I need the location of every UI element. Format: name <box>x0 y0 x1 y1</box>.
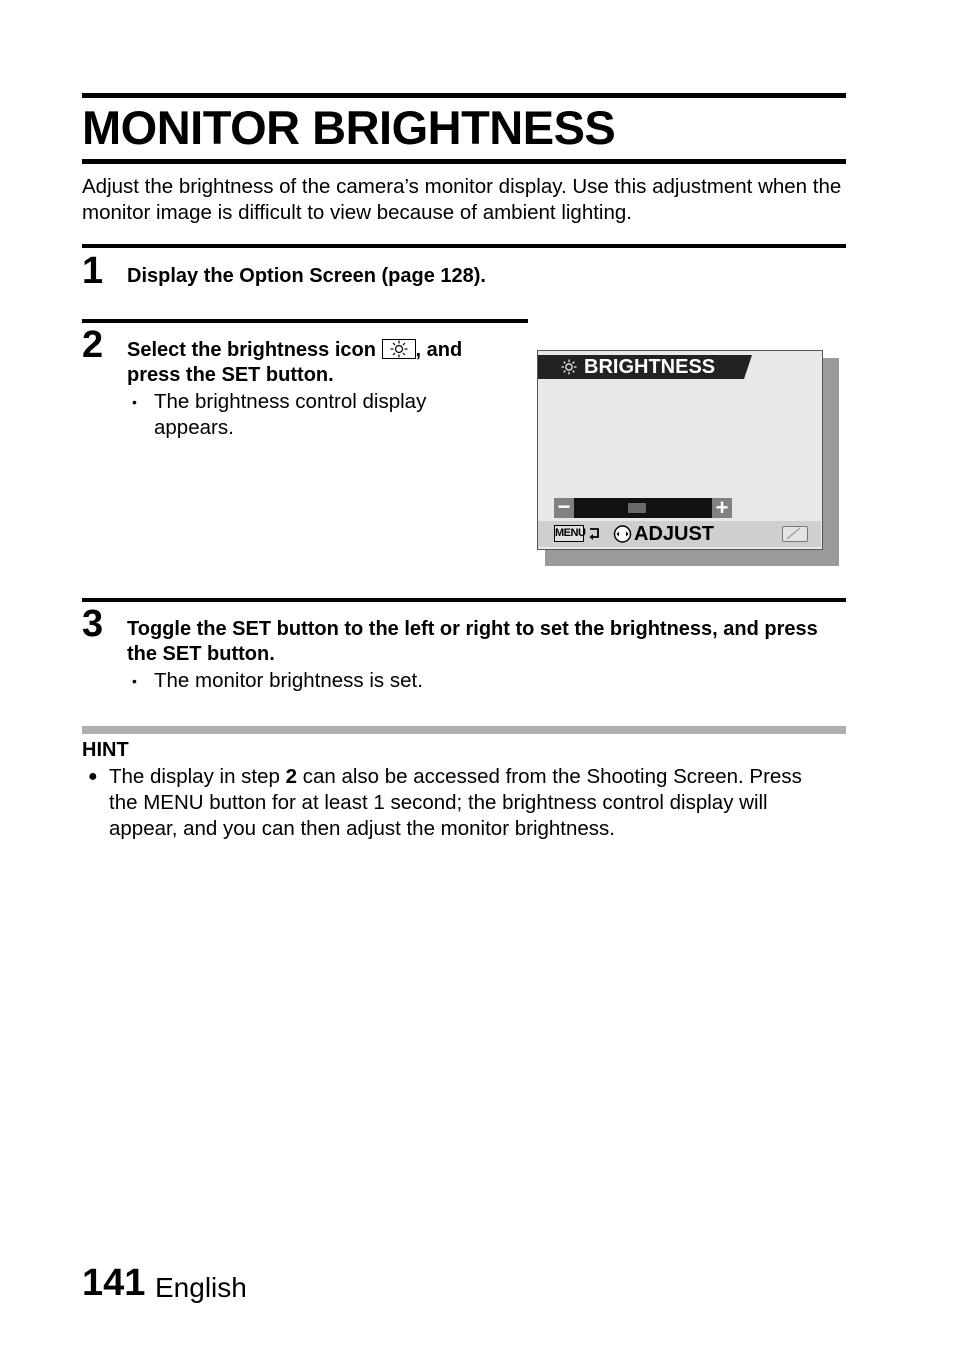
return-arrow-icon <box>586 526 602 542</box>
brightness-slider[interactable] <box>554 494 732 520</box>
hint-text <box>109 764 829 842</box>
step-2-text <box>127 338 517 388</box>
hint-text-after: can also be accessed from the Shooting Screen. Press the MENU button for at least 1 second; the brightness control display will appear, and you can then adjust the monitor brightness. <box>109 765 802 840</box>
slider-knob[interactable] <box>628 503 646 513</box>
sun-icon <box>561 359 577 375</box>
brightness-header-text: BRIGHTNESS <box>584 356 716 378</box>
step-2-text-before: Select the brightness icon <box>127 339 376 361</box>
step-1-number: 1 <box>82 250 104 292</box>
hint-text-before: The display in step <box>109 765 286 788</box>
brightness-header <box>538 355 744 379</box>
header-tip <box>744 355 752 379</box>
hint-bar <box>82 726 846 734</box>
step-1-text: Display the Option Screen (page 128). <box>127 265 486 287</box>
slider-plus[interactable]: + <box>712 498 732 518</box>
step-3-number: 3 <box>82 603 104 645</box>
step-1-rule <box>82 244 846 248</box>
step-2-rule <box>82 319 528 323</box>
step-2-text-after: , and press the SET button. <box>127 339 463 386</box>
title-rule-bottom <box>82 159 846 164</box>
step-2-bullet-text: The brightness control display appears. <box>154 390 427 439</box>
step-3-bullet-text: The monitor brightness is set. <box>154 669 423 692</box>
bullet-dot: • <box>132 394 137 410</box>
adjust-label: ADJUST <box>634 523 715 545</box>
page-number: 141 <box>82 1262 146 1304</box>
battery-icon <box>782 526 808 542</box>
brightness-inline-icon <box>382 339 416 359</box>
step-2-bullet <box>132 389 484 441</box>
title-rule-top <box>82 93 846 98</box>
camera-screen <box>537 350 823 550</box>
hint-heading: HINT <box>82 739 129 761</box>
page-title: MONITOR BRIGHTNESS <box>82 101 616 154</box>
set-dial-icon <box>613 525 632 543</box>
menu-key-icon: MENU <box>554 525 584 542</box>
screen-bottom-bar <box>538 521 821 547</box>
hint-bullet-dot: ● <box>88 768 98 785</box>
hint-step-ref: 2 <box>285 765 298 788</box>
bullet-dot: • <box>132 673 137 689</box>
slider-minus[interactable]: − <box>554 498 574 518</box>
step-3-rule <box>82 598 846 602</box>
step-3-bullet <box>132 668 754 694</box>
language-label: English <box>155 1272 247 1303</box>
intro-paragraph: Adjust the brightness of the camera’s monitor display. Use this adjustment when the monitor image is difficult to view because of ambient lighting. <box>82 175 842 224</box>
step-2-number: 2 <box>82 324 104 366</box>
step-3-text: Toggle the SET button to the left or right to set the brightness, and press the SET button. <box>127 618 818 665</box>
